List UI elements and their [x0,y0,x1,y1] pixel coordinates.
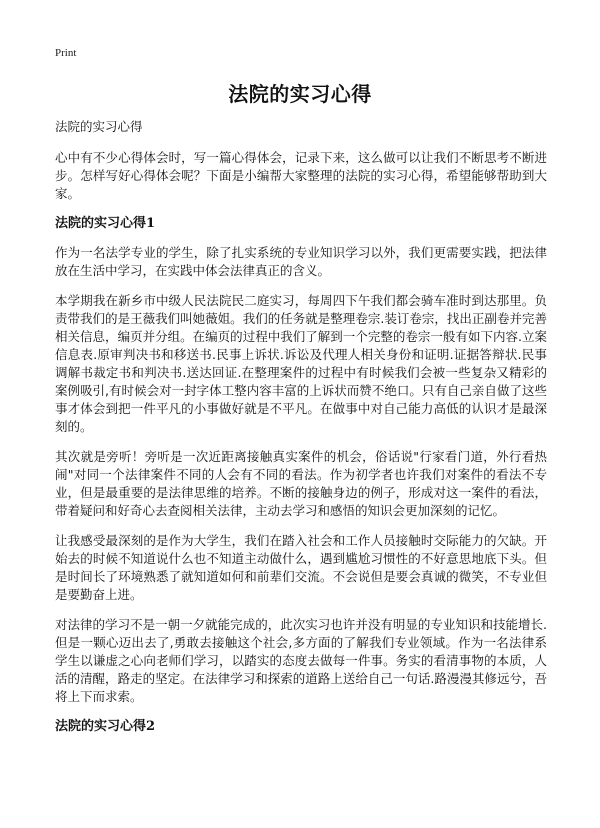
document-subtitle: 法院的实习心得 [55,119,143,134]
document-body [55,118,547,747]
section-heading: 法院的实习心得2 [55,719,156,734]
document-title: 法院的实习心得 [228,82,372,106]
section-paragraph: 作为一名法学专业的学生，除了扎实系统的专业知识学习以外，我们更需要实践，把法律放在生活中学习，在实践中体会法律真正的含义。 [55,245,547,278]
section-paragraph: 本学期我在新乡市中级人民法院民二庭实习，每周四下午我们都会骑车准时到达那里。负责带我们的是王薇我们叫她薇姐。我们的任务就是整理卷宗.装订卷宗，找出正副卷并完善相关信息，编页并分组。在编页的过程中我们了解到一个完整的卷宗一般有如下内容.立案信息表.原审判决书和移送书.民事上诉状.诉讼及代理人相关身份和证明.证据答辩状.民事调解书裁定书和判决书.送达回证.在整理案件的过程中有时候我们会被一些复杂又精彩的案例吸引,有时候会对一封字体工整内容丰富的上诉状而赞不绝口。只有自己亲自做了这些事才体会到把一件平凡的小事做好就是不平凡。在做事中对自己能力高低的认识才是最深刻的。 [55,293,547,434]
section-paragraph: 让我感受最深刻的是作为大学生，我们在踏入社会和工作人员接触时交际能力的欠缺。开始去的时候不知道说什么也不知道主动做什么，遇到尴尬习惯性的不好意思地底下头。但是时间长了环境熟悉了就知道如何和前辈们交流。不会说但是要会真诚的微笑，不专业但是要勤奋上进。 [55,533,547,602]
print-link[interactable]: Print [55,47,77,59]
intro-paragraph: 心中有不少心得体会时，写一篇心得体会，记录下来，这么做可以让我们不断思考不断进步。怎样写好心得体会呢？下面是小编帮大家整理的法院的实习心得，希望能够帮助到大家。 [55,150,547,201]
section-heading: 法院的实习心得1 [55,216,156,231]
section-paragraph: 其次就是旁听！旁听是一次近距离接触真实案件的机会，俗话说"行家看门道，外行看热闹"对同一个法律案件不同的人会有不同的看法。作为初学者也许我们对案件的看法不专业，但是最重要的是法律思维的培养。不断的接触身边的例子，形成对这一案件的看法，带着疑问和好奇心去查阅相关法律，主动去学习和感悟的知识会更加深刻的记忆。 [55,449,547,518]
section-paragraph: 对法律的学习不是一朝一夕就能完成的，此次实习也许并没有明显的专业知识和技能增长.但是一颗心迈出去了,勇敢去接触这个社会,多方面的了解我们专业领域。作为一名法律系学生以谦虚之心向老师们学习，以踏实的态度去做每一件事。务实的看清事物的本质，人活的清醒，路走的坚定。在法律学习和探索的道路上送给自己一句话.路漫漫其修远兮，吾将上下而求索。 [55,617,547,704]
